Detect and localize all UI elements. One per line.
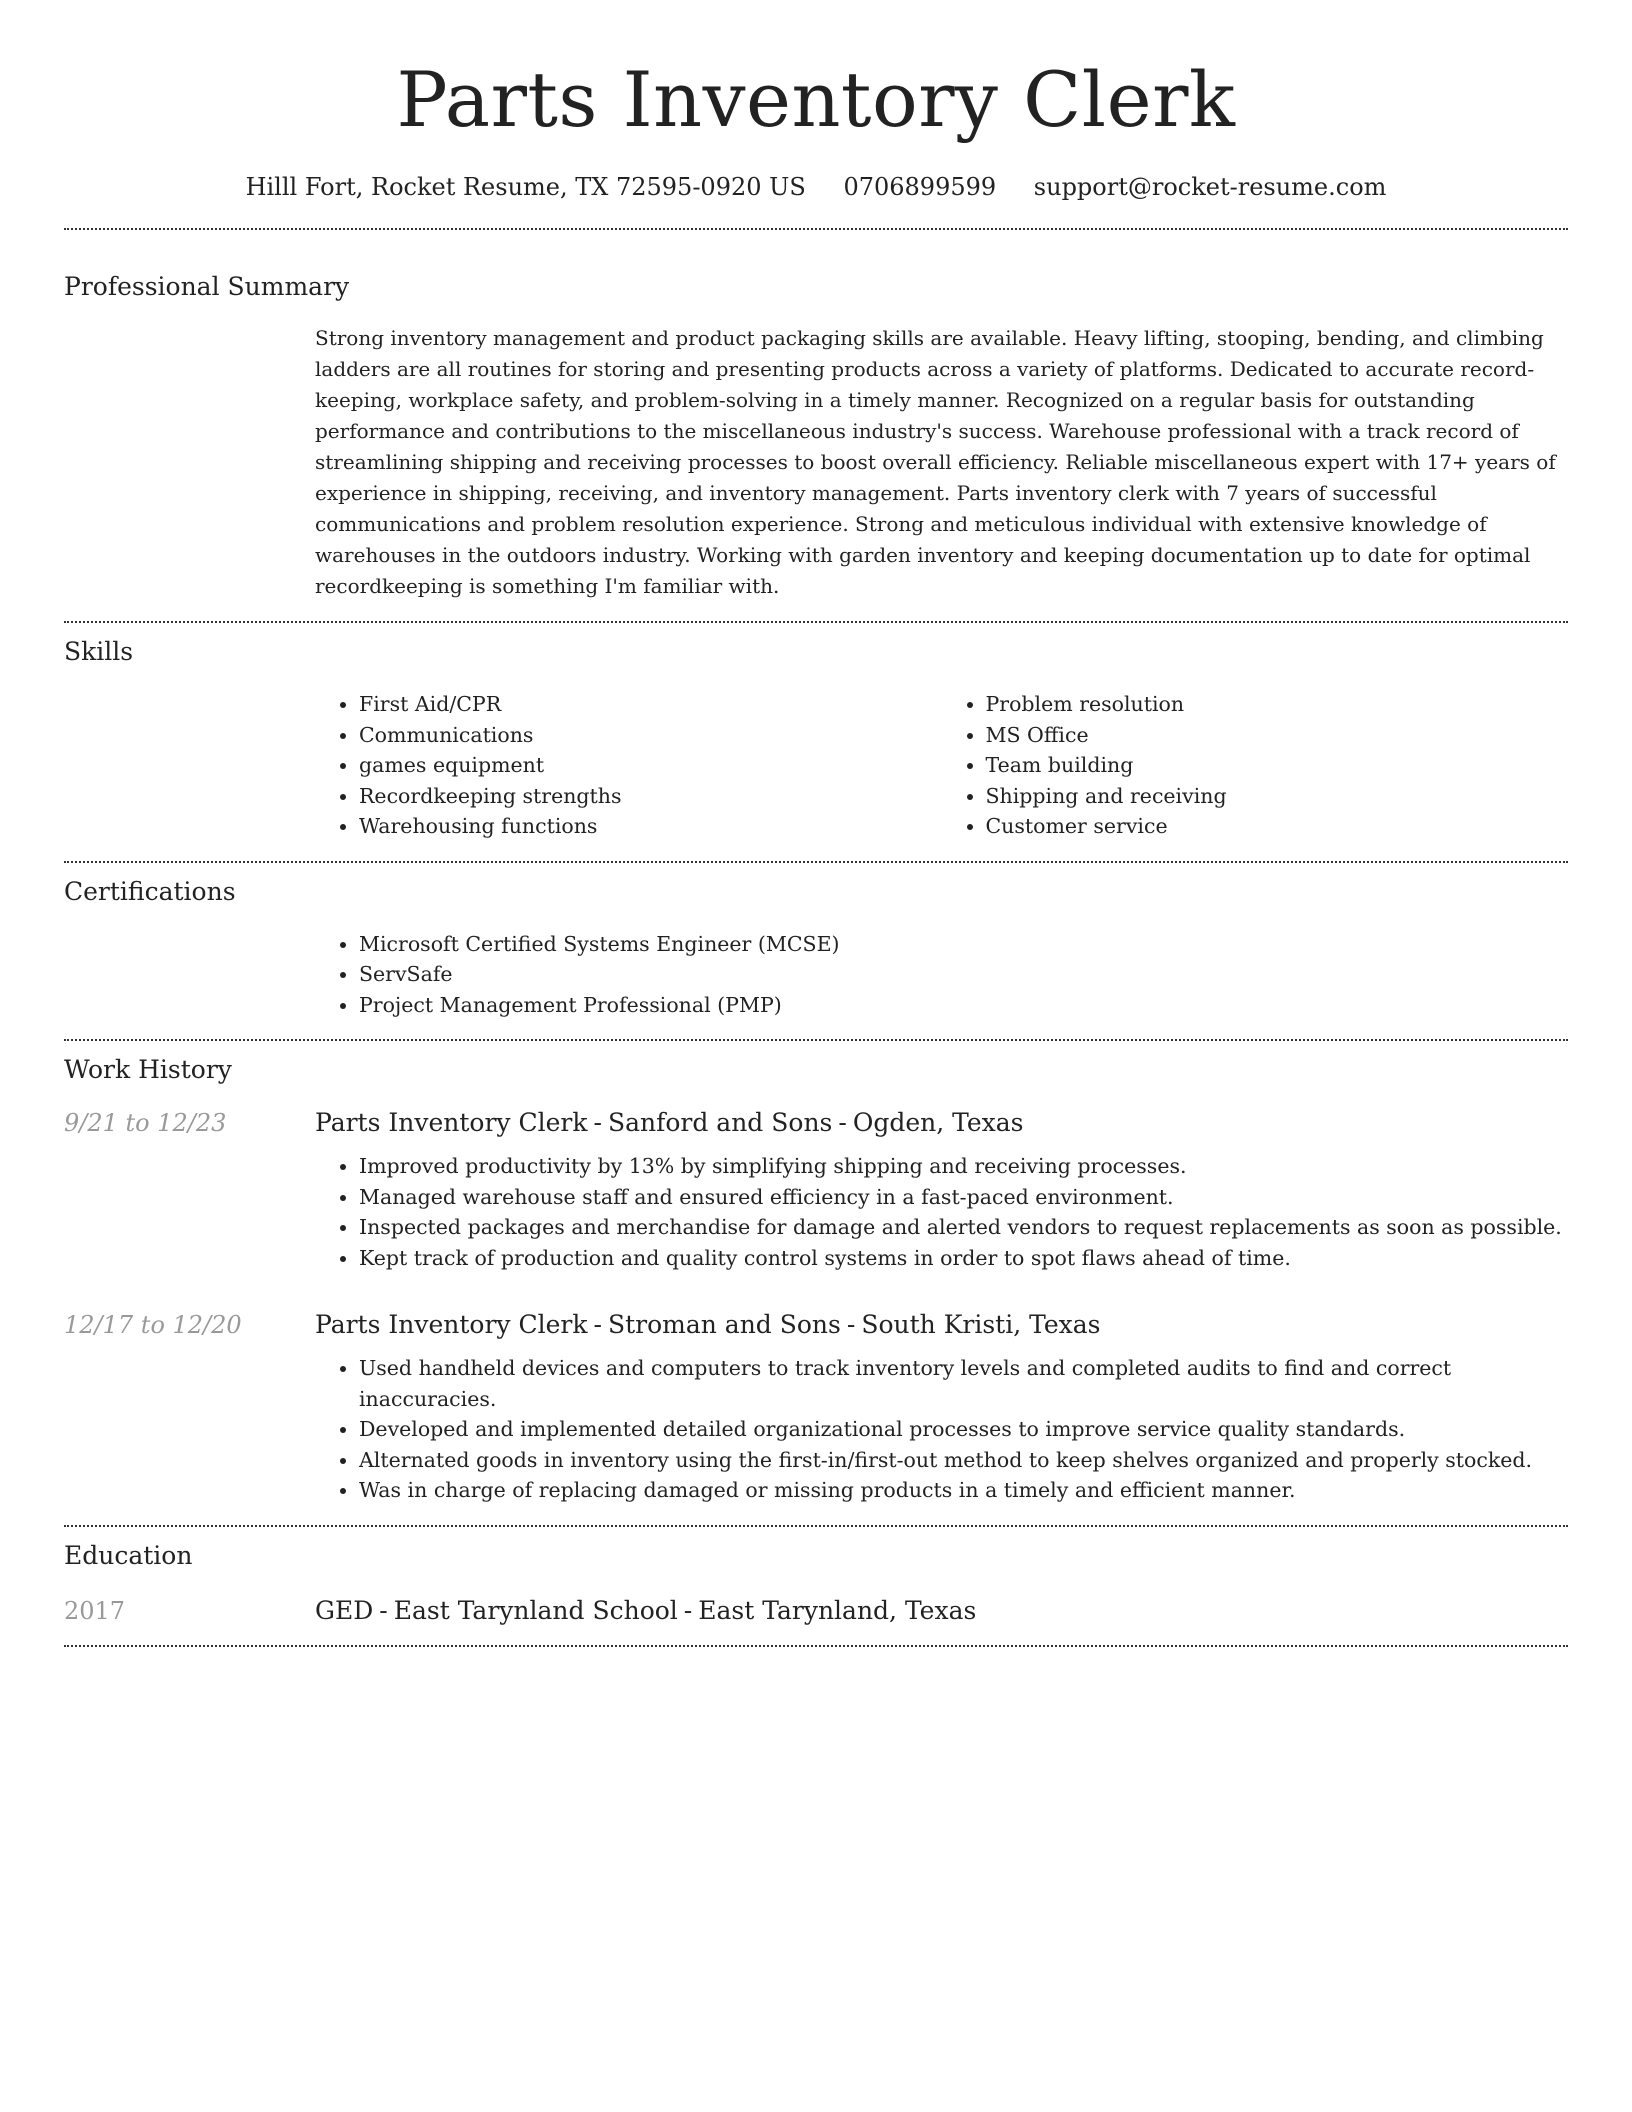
summary-text: Strong inventory management and product packaging skills are available. Heavy lifting, stooping, bending, and climbing ladders are all routines for storing and presenting products across a variety of platforms. Dedicated to accurate record-keeping, workplace safety, and problem-solving in a timely manner. Recognized on a regular basis for outstanding performance and contributions to the miscellaneous industry's success. Warehouse professional with a track record of streamlining shipping and receiving processes to boost overall efficiency. Reliable miscellaneous expert with 17+ years of experience in shipping, receiving, and inventory management. Parts inventory clerk with 7 years of successful communications and problem resolution experience. Strong and meticulous individual with extensive knowledge of warehouses in the outdoors industry. Working with garden inventory and keeping documentation up to date for optimal recordkeeping is something I'm familiar with.	[315, 326, 1556, 598]
separator: -	[379, 1595, 388, 1625]
list-item: • MS Office	[986, 720, 1569, 751]
education-location: East Tarynland, Texas	[698, 1595, 977, 1625]
job-bullets	[315, 1353, 1568, 1506]
job-location: South Kristi, Texas	[861, 1310, 1101, 1339]
certifications-body	[315, 929, 1568, 1021]
job-role-line	[315, 1309, 1100, 1341]
separator: -	[683, 1595, 693, 1625]
list-item: • ServSafe	[359, 959, 1568, 990]
section-title-summary: Professional Summary	[64, 272, 350, 301]
candidate-name: Parts Inventory Clerk	[396, 55, 1236, 144]
list-item: • Inspected packages and merchandise for damage and alerted vendors to request replacements as soon as possible.	[359, 1212, 1568, 1243]
list-item: • Shipping and receiving	[986, 781, 1569, 812]
summary-section	[64, 270, 1568, 602]
job-role-line	[315, 1107, 1023, 1139]
contact-phone: 0706899599	[843, 173, 997, 201]
divider	[64, 228, 1568, 230]
list-item: • Team building	[986, 750, 1569, 781]
list-item: • games equipment	[359, 750, 942, 781]
certifications-list	[315, 929, 1568, 1021]
list-item: • Managed warehouse staff and ensured efficiency in a fast-paced environment.	[359, 1182, 1568, 1213]
job-location: Ogden, Texas	[852, 1108, 1024, 1137]
list-item: • Developed and implemented detailed organizational processes to improve service quality standards.	[359, 1414, 1568, 1445]
job-header	[64, 1309, 1568, 1341]
separator: -	[838, 1108, 847, 1137]
list-item: • Used handheld devices and computers to track inventory levels and completed audits to find and correct inaccuracies.	[359, 1353, 1568, 1414]
job-company: Sanford and Sons	[607, 1108, 833, 1137]
job-company: Stroman and Sons	[607, 1310, 841, 1339]
job-dates: 12/17 to 12/20	[64, 1311, 242, 1339]
divider	[64, 1645, 1568, 1647]
education-section	[64, 1539, 1568, 1627]
separator: -	[593, 1108, 602, 1137]
section-title-work: Work History	[64, 1055, 232, 1084]
job-entry	[64, 1107, 1568, 1273]
list-item: • Improved productivity by 13% by simplifying shipping and receiving processes.	[359, 1151, 1568, 1182]
list-item: • Recordkeeping strengths	[359, 781, 942, 812]
contact-email: support@rocket-resume.com	[1033, 173, 1387, 201]
divider	[64, 861, 1568, 863]
education-line	[315, 1595, 976, 1627]
job-entry	[64, 1309, 1568, 1506]
job-bullets	[315, 1151, 1568, 1273]
contact-address: Hilll Fort, Rocket Resume, TX 72595-0920 US	[245, 173, 806, 201]
resume-page	[64, 0, 1568, 1647]
list-item: • Customer service	[986, 811, 1569, 842]
section-title-skills: Skills	[64, 637, 134, 666]
list-item: • Alternated goods in inventory using the first-in/first-out method to keep shelves organized and properly stocked.	[359, 1445, 1568, 1476]
separator: -	[846, 1310, 856, 1339]
job-dates: 9/21 to 12/23	[64, 1109, 227, 1137]
divider	[64, 621, 1568, 623]
list-item: • Was in charge of replacing damaged or missing products in a timely and efficient manner.	[359, 1475, 1568, 1506]
job-header	[64, 1107, 1568, 1139]
divider	[64, 1039, 1568, 1041]
work-section	[64, 1053, 1568, 1506]
job-bullets-wrap	[315, 1353, 1568, 1506]
contact-line	[64, 170, 1568, 204]
list-item: • Communications	[359, 720, 942, 751]
summary-body	[315, 323, 1568, 602]
certifications-section	[64, 875, 1568, 1021]
list-item: • Kept track of production and quality control systems in order to spot flaws ahead of time.	[359, 1243, 1568, 1274]
skills-grid	[315, 689, 1568, 842]
section-title-education: Education	[64, 1540, 193, 1570]
list-item: • Problem resolution	[986, 689, 1569, 720]
list-item: • Project Management Professional (PMP)	[359, 990, 1568, 1021]
job-title: Parts Inventory Clerk	[315, 1108, 588, 1137]
education-degree: GED	[315, 1595, 374, 1625]
job-title: Parts Inventory Clerk	[315, 1310, 588, 1339]
job-bullets-wrap	[315, 1151, 1568, 1273]
divider	[64, 1525, 1568, 1527]
education-entry	[64, 1595, 1568, 1627]
list-item: • Warehousing functions	[359, 811, 942, 842]
skills-section	[64, 635, 1568, 842]
education-year: 2017	[64, 1596, 126, 1625]
resume-header	[64, 0, 1568, 204]
section-title-certifications: Certifications	[64, 876, 236, 906]
separator: -	[593, 1310, 602, 1339]
skills-list-left	[315, 689, 942, 842]
skills-list-right	[942, 689, 1569, 842]
list-item: • Microsoft Certified Systems Engineer (MCSE)	[359, 929, 1568, 960]
education-school: East Tarynland School	[393, 1595, 678, 1625]
list-item: • First Aid/CPR	[359, 689, 942, 720]
